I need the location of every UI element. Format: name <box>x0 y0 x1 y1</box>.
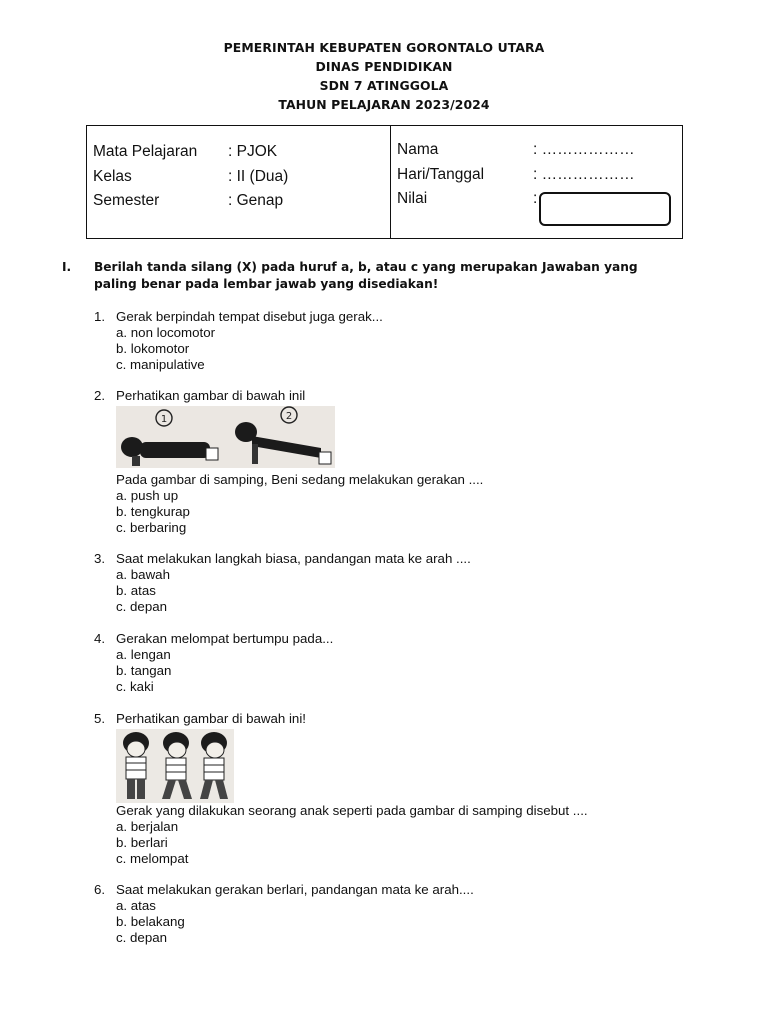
date-label: Hari/Tanggal <box>397 166 485 183</box>
identity-divider <box>390 126 391 238</box>
question-text: Perhatikan gambar di bawah ini! <box>116 711 306 726</box>
class-label: Kelas <box>93 168 132 185</box>
question-text: Perhatikan gambar di bawah inil <box>116 388 306 403</box>
question-text: Saat melakukan langkah biasa, pandangan mata ke arah .... <box>116 551 471 566</box>
instruction-line-1: Berilah tanda silang (X) pada huruf a, b, atau c yang merupakan Jawaban yang <box>94 260 638 274</box>
question-number: 3. <box>94 551 106 566</box>
option-a[interactable]: a. berjalan <box>116 819 179 834</box>
score-colon: : <box>533 190 538 207</box>
question-number: 4. <box>94 631 106 646</box>
section-number: I. <box>62 260 72 274</box>
score-box[interactable] <box>539 192 671 226</box>
header-department: DINAS PENDIDIKAN <box>315 59 453 74</box>
semester-label: Semester <box>93 192 160 209</box>
score-label: Nilai <box>397 190 428 207</box>
option-c[interactable]: c. melompat <box>116 851 189 866</box>
option-a[interactable]: a. push up <box>116 488 179 503</box>
option-a[interactable]: a. lengan <box>116 647 171 662</box>
option-a[interactable]: a. bawah <box>116 567 170 582</box>
child-figure-3 <box>200 732 228 799</box>
option-b[interactable]: b. tangan <box>116 663 172 678</box>
child-figure-1 <box>123 732 149 799</box>
class-value: : II (Dua) <box>228 168 289 185</box>
pushup-illustration <box>116 406 335 468</box>
figure-label-1: 1 <box>160 414 168 425</box>
question-caption: Pada gambar di samping, Beni sedang melakukan gerakan .... <box>116 472 484 487</box>
option-c[interactable]: c. kaki <box>116 679 154 694</box>
option-b[interactable]: b. belakang <box>116 914 185 929</box>
child-figure-2 <box>162 732 192 799</box>
instruction-line-2: paling benar pada lembar jawab yang disediakan! <box>94 277 439 291</box>
header-government: PEMERINTAH KEBUPATEN GORONTALO UTARA <box>223 40 545 55</box>
name-field[interactable]: : ……………… <box>533 141 635 158</box>
question-number: 6. <box>94 882 106 897</box>
option-b[interactable]: b. berlari <box>116 835 168 850</box>
figure-label-2: 2 <box>285 411 293 422</box>
question-text: Gerakan melompat bertumpu pada... <box>116 631 334 646</box>
semester-value: : Genap <box>228 192 284 209</box>
subject-label: Mata Pelajaran <box>93 143 198 160</box>
question-text: Gerak berpindah tempat disebut juga gerak... <box>116 309 383 324</box>
option-b[interactable]: b. atas <box>116 583 156 598</box>
walking-children-illustration <box>116 729 234 803</box>
option-a[interactable]: a. atas <box>116 898 156 913</box>
name-label: Nama <box>397 141 439 158</box>
option-b[interactable]: b. lokomotor <box>116 341 190 356</box>
option-c[interactable]: c. berbaring <box>116 520 187 535</box>
option-a[interactable]: a. non locomotor <box>116 325 216 340</box>
school-header <box>0 38 768 114</box>
option-c[interactable]: c. depan <box>116 930 168 945</box>
question-text: Saat melakukan gerakan berlari, pandangan mata ke arah.... <box>116 882 474 897</box>
question-number: 5. <box>94 711 106 726</box>
date-field[interactable]: : ……………… <box>533 166 635 183</box>
question-number: 2. <box>94 388 106 403</box>
question-caption: Gerak yang dilakukan seorang anak seperti pada gambar di samping disebut .... <box>116 803 588 818</box>
option-c[interactable]: c. depan <box>116 599 168 614</box>
option-b[interactable]: b. tengkurap <box>116 504 190 519</box>
identity-box <box>86 125 683 239</box>
question-number: 1. <box>94 309 106 324</box>
option-c[interactable]: c. manipulative <box>116 357 205 372</box>
header-school: SDN 7 ATINGGOLA <box>319 78 449 93</box>
subject-value: : PJOK <box>228 143 278 160</box>
header-school-year: TAHUN PELAJARAN 2023/2024 <box>278 97 490 112</box>
